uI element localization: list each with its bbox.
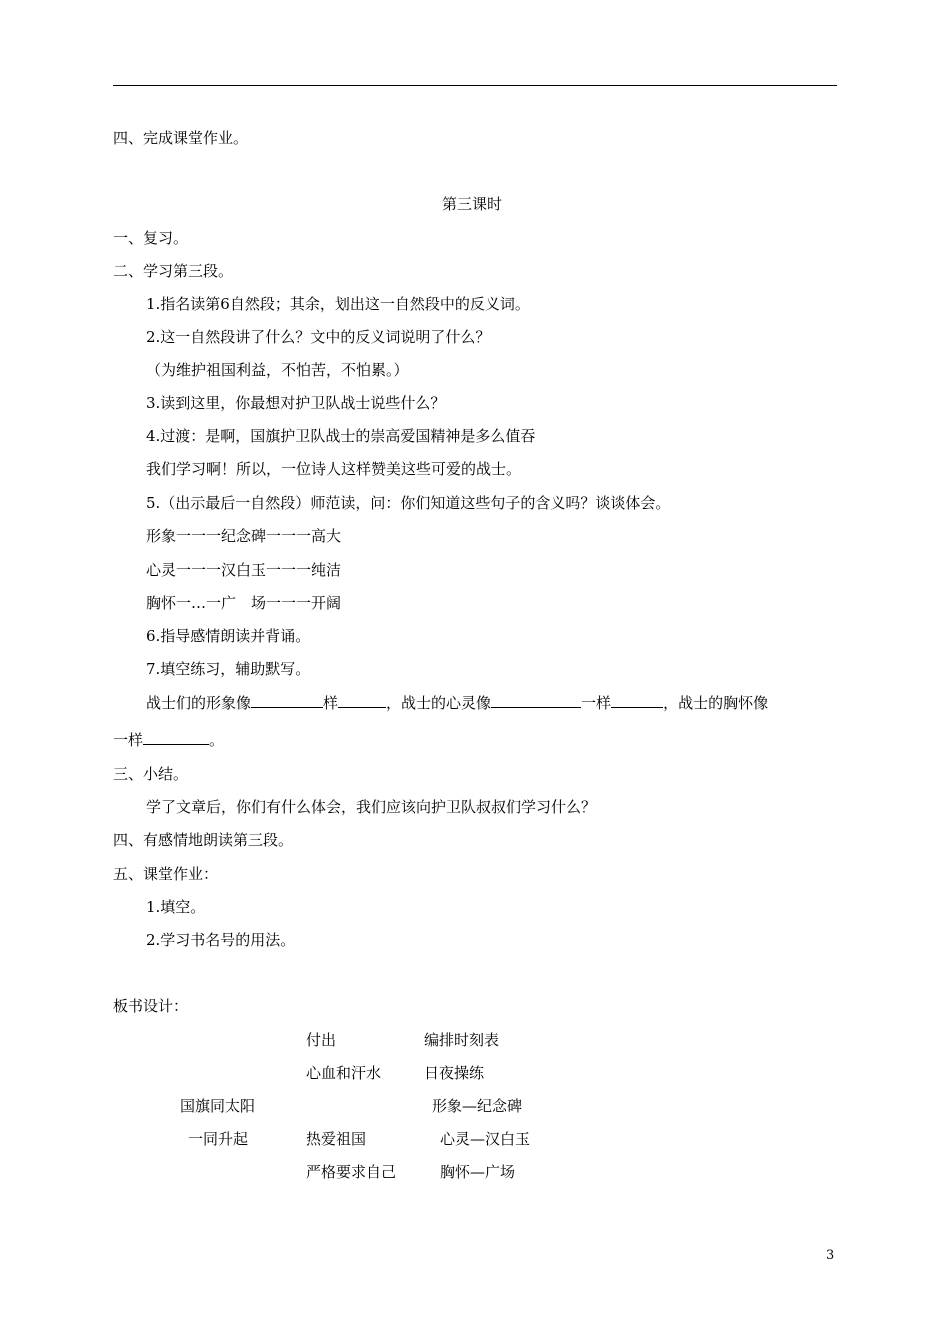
fill-blank-2[interactable]	[338, 693, 386, 708]
board-right-2: 日夜操练	[424, 1064, 485, 1082]
board-mid-3: 热爱祖国	[306, 1130, 367, 1148]
section-title: 第三课时	[442, 195, 503, 213]
item-7: 7.填空练习，辅助默写。	[146, 660, 311, 678]
meaning-line-1: 形象一一一纪念碑一一一高大	[146, 527, 342, 545]
step-homework: 五、课堂作业：	[113, 865, 219, 883]
prev-task-four: 四、完成课堂作业。	[113, 129, 249, 147]
step-read: 四、有感情地朗读第三段。	[113, 831, 294, 849]
board-mid-1: 付出	[306, 1031, 337, 1049]
board-right-1: 编排时刻表	[424, 1031, 500, 1049]
fill-blank-5[interactable]	[143, 730, 209, 745]
fill-blank-3[interactable]	[491, 693, 581, 708]
board-right-4: 心灵—汉白玉	[440, 1130, 531, 1148]
step-summary: 三、小结。	[113, 765, 189, 783]
board-left-1: 国旗同太阳	[180, 1097, 256, 1115]
step-study: 二、学习第三段。	[113, 262, 234, 280]
header-rule	[113, 85, 837, 86]
fill-text-a: 战士们的形象像	[146, 694, 252, 712]
item-5: 5.（出示最后一自然段）师范读，问：你们知道这些句子的含义吗？谈谈体会。	[146, 494, 671, 512]
fill-sentence	[146, 693, 768, 713]
homework-1: 1.填空。	[146, 898, 206, 916]
item-2: 2.这一自然段讲了什么？文中的反义词说明了什么？	[146, 328, 491, 346]
item-1: 1.指名读第6自然段；其余，划出这一自然段中的反义词。	[146, 295, 530, 313]
fill-text-b: 样	[323, 694, 339, 712]
item-3: 3.读到这里，你最想对护卫队战士说些什么？	[146, 394, 446, 412]
fill-blank-1[interactable]	[251, 693, 323, 708]
item-4b: 我们学习啊！所以，一位诗人这样赞美这些可爱的战士。	[146, 460, 522, 478]
item-2-answer: （为维护祖国利益，不怕苦，不怕累。）	[146, 361, 409, 379]
fill-sentence-cont	[113, 730, 224, 750]
page-number: 3	[826, 1248, 835, 1263]
fill-text-g: 。	[209, 731, 225, 749]
fill-text-f: 一样	[113, 731, 144, 749]
fill-blank-4[interactable]	[611, 693, 663, 708]
item-6: 6.指导感情朗读并背诵。	[146, 627, 311, 645]
homework-2: 2.学习书名号的用法。	[146, 931, 296, 949]
board-mid-2: 心血和汗水	[306, 1064, 382, 1082]
board-right-3: 形象—纪念碑	[432, 1097, 523, 1115]
board-mid-4: 严格要求自己	[306, 1163, 397, 1181]
step-review: 一、复习。	[113, 229, 189, 247]
fill-text-c: ，战士的心灵像	[386, 694, 492, 712]
board-left-2: 一同升起	[188, 1130, 249, 1148]
meaning-line-3: 胸怀一…一广 场一一一开阔	[146, 594, 342, 612]
item-4a: 4.过渡：是啊，国旗护卫队战士的崇高爱国精神是多么值吞	[146, 427, 536, 445]
fill-text-d: 一样	[581, 694, 612, 712]
fill-text-e: ，战士的胸怀像	[663, 694, 769, 712]
meaning-line-2: 心灵一一一汉白玉一一一纯洁	[146, 561, 342, 579]
summary-text: 学了文章后，你们有什么体会，我们应该向护卫队叔叔们学习什么？	[146, 798, 597, 816]
board-title: 板书设计：	[113, 997, 189, 1015]
board-right-5: 胸怀—广场	[440, 1163, 516, 1181]
